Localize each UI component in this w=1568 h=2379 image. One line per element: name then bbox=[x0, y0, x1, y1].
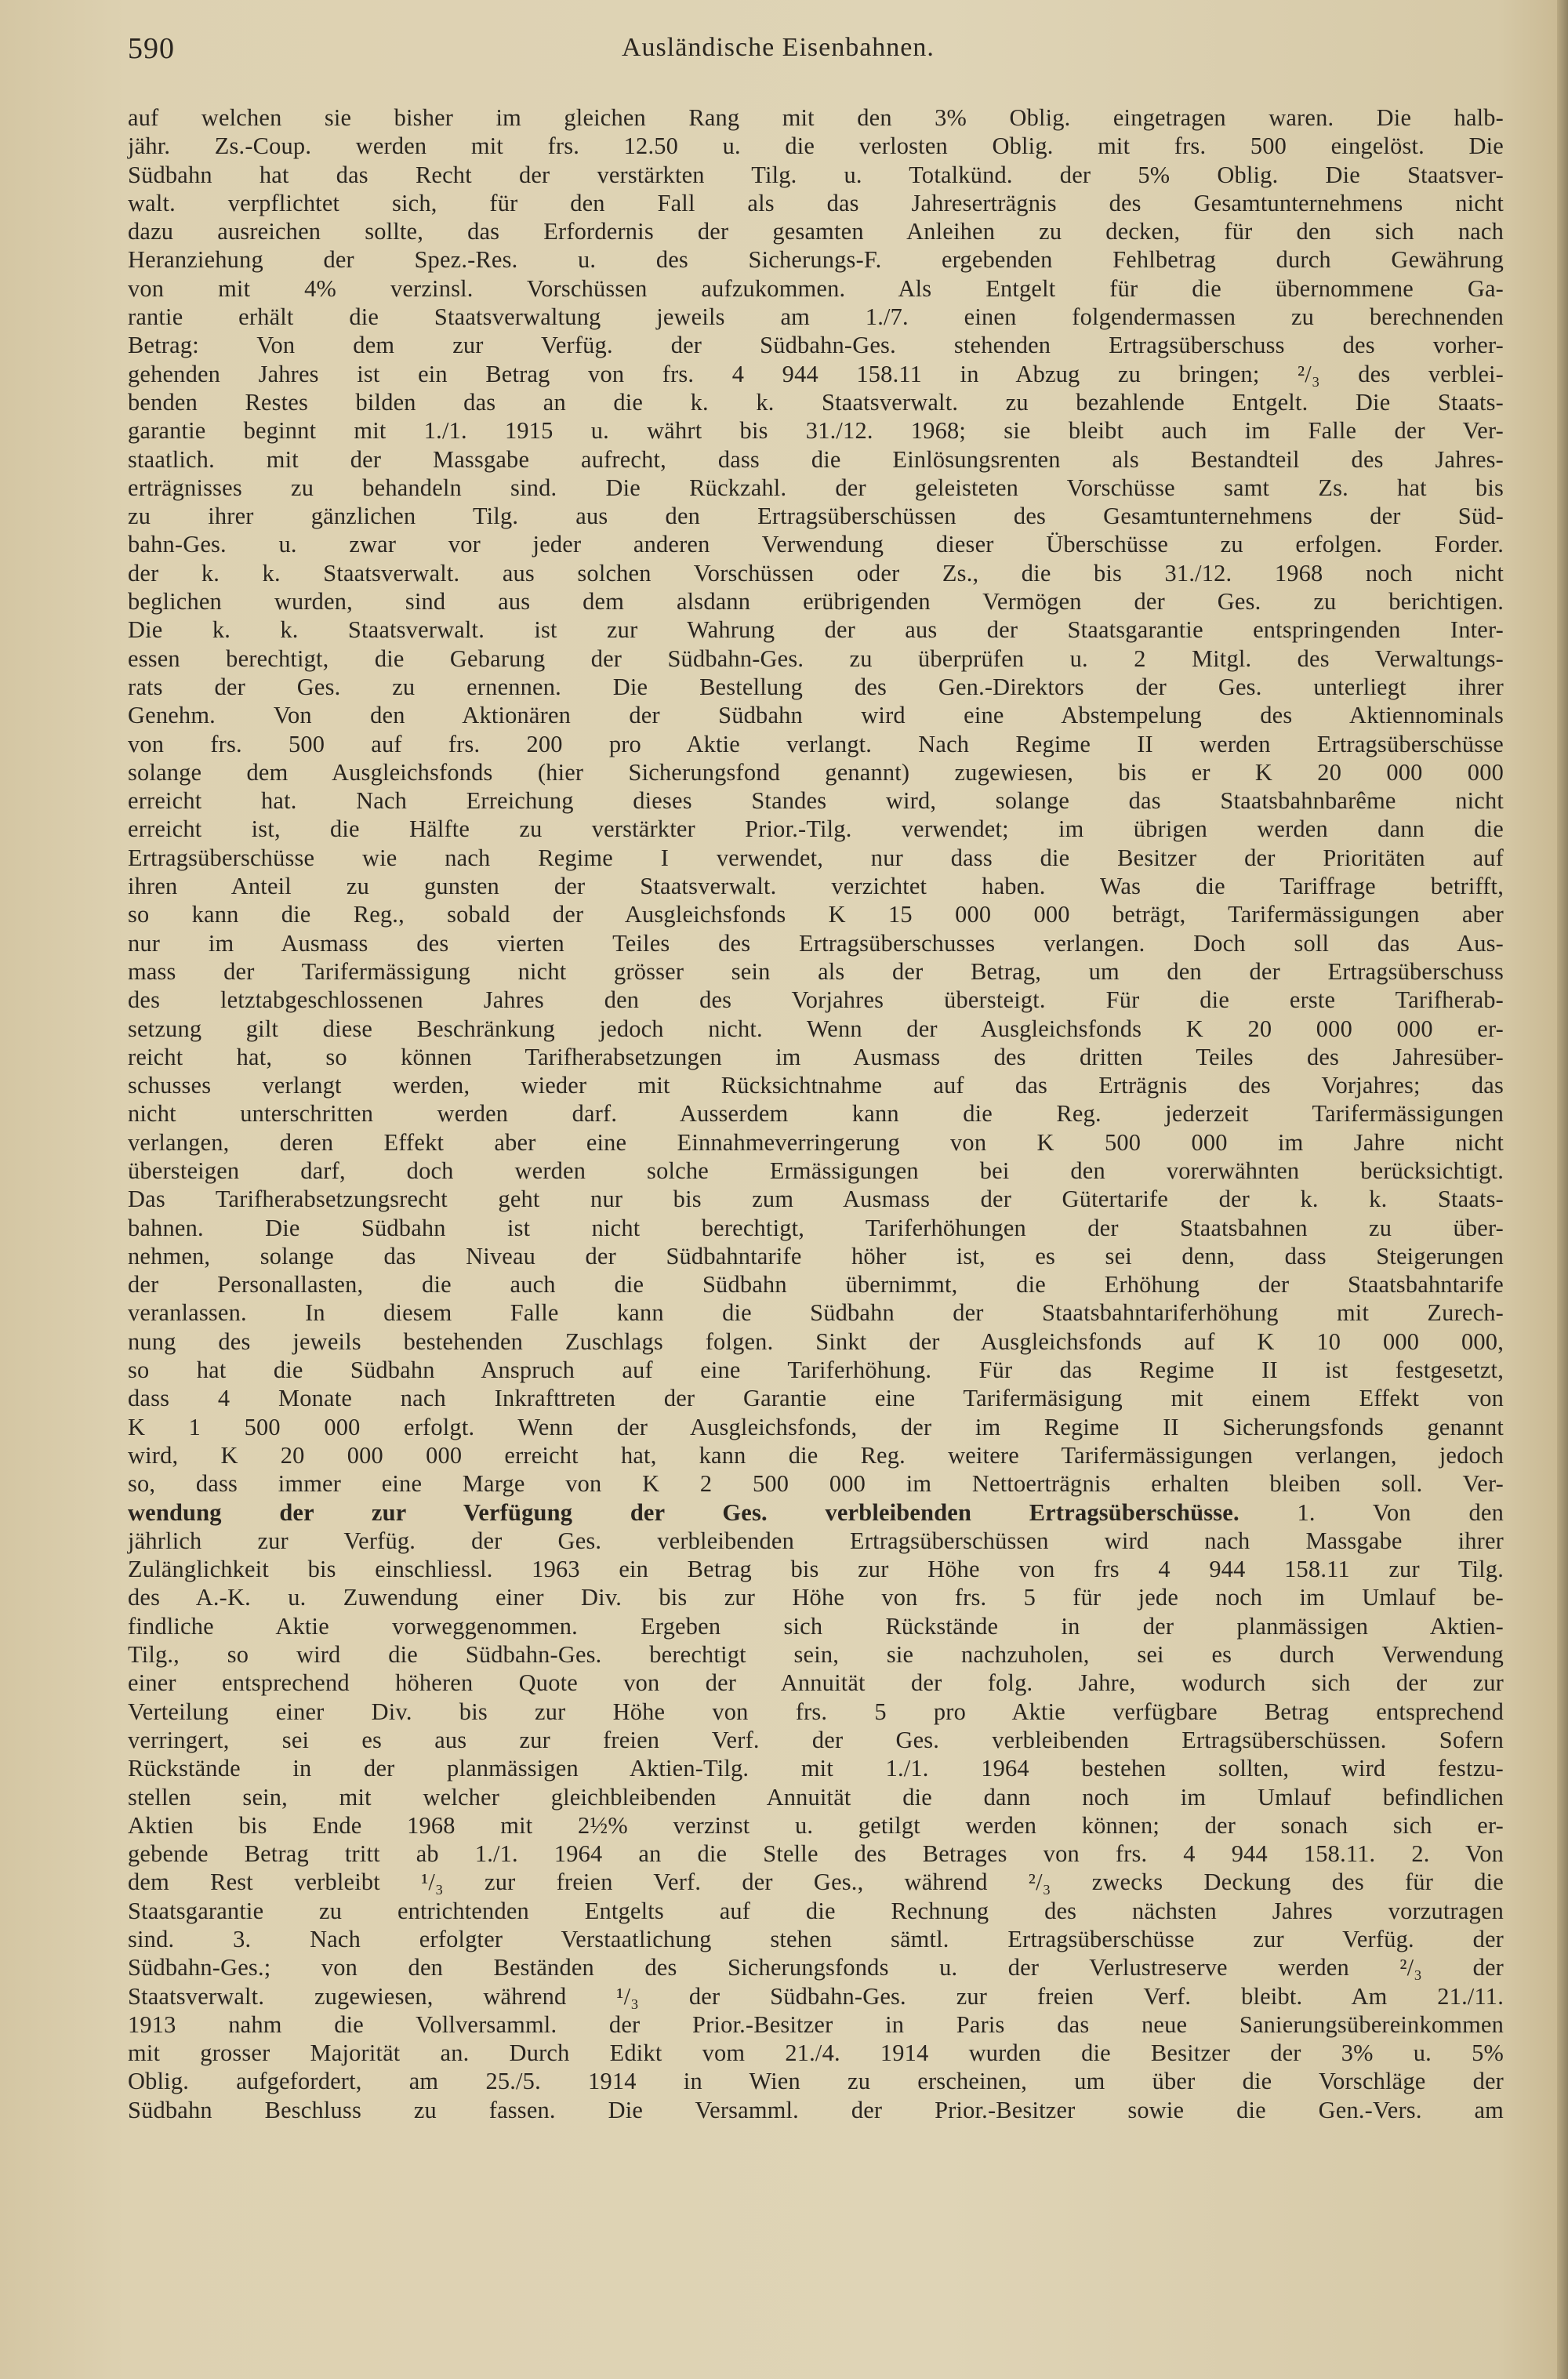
text-line: übersteigen darf, doch werden solche Ermässigungen bei den vorerwähnten berücksichtigt. bbox=[128, 1157, 1504, 1184]
text-line: 1913 nahm die Vollversamml. der Prior.-Besitzer in Paris das neue Sanierungsübereinkommen bbox=[128, 2010, 1504, 2038]
text-line: der k. k. Staatsverwalt. aus solchen Vorschüssen oder Zs., die bis 31./12. 1968 noch nicht bbox=[128, 559, 1504, 587]
text-line: so kann die Reg., sobald der Ausgleichsfonds K 15 000 000 beträgt, Tarifermässigungen aber bbox=[128, 901, 1504, 928]
text-line: dazu ausreichen sollte, das Erfordernis der gesamten Anleihen zu decken, für den sich nach bbox=[128, 218, 1504, 245]
text-line: der Personallasten, die auch die Südbahn übernimmt, die Erhöhung der Staatsbahntarife bbox=[128, 1271, 1504, 1298]
text-line: Tilg., so wird die Südbahn-Ges. berechtigt sein, sie nachzuholen, sei es durch Verwendung bbox=[128, 1641, 1504, 1669]
text-line: verlangen, deren Effekt aber eine Einnahmeverringerung von K 500 000 im Jahre nicht bbox=[128, 1128, 1504, 1156]
text-line: beglichen wurden, sind aus dem alsdann erübrigenden Vermögen der Ges. zu berichtigen. bbox=[128, 588, 1504, 616]
text-line: Betrag: Von dem zur Verfüg. der Südbahn-Ges. stehenden Ertragsüberschuss des vorher- bbox=[128, 332, 1504, 359]
page-number: 590 bbox=[128, 32, 175, 65]
text-line: nur im Ausmass des vierten Teiles des Ertragsüberschusses verlangen. Doch soll das Aus- bbox=[128, 929, 1504, 957]
text-line: K 1 500 000 erfolgt. Wenn der Ausgleichsfonds, der im Regime II Sicherungsfonds genannt bbox=[128, 1413, 1504, 1440]
text-line: jähr. Zs.-Coup. werden mit frs. 12.50 u. die verlosten Oblig. mit frs. 500 eingelöst. Die bbox=[128, 133, 1504, 160]
text-line: auf welchen sie bisher im gleichen Rang mit den 3% Oblig. eingetragen waren. Die halb- bbox=[128, 104, 1504, 131]
text-line: rats der Ges. zu ernennen. Die Bestellung des Gen.-Direktors der Ges. unterliegt ihrer bbox=[128, 673, 1504, 700]
text-line: setzung gilt diese Beschränkung jedoch nicht. Wenn der Ausgleichsfonds K 20 000 000 er- bbox=[128, 1015, 1504, 1042]
text-line: veranlassen. In diesem Falle kann die Südbahn der Staatsbahntariferhöhung mit Zurech- bbox=[128, 1299, 1504, 1327]
text-line: Staatsgarantie zu entrichtenden Entgelts auf die Rechnung des nächsten Jahres vorzutragen bbox=[128, 1897, 1504, 1924]
text-line: sind. 3. Nach erfolgter Verstaatlichung stehen sämtl. Ertragsüberschüsse zur Verfüg. der bbox=[128, 1926, 1504, 1952]
text-line: Aktien bis Ende 1968 mit 2½% verzinst u. getilgt werden können; der sonach sich er- bbox=[128, 1811, 1504, 1839]
text-line: Heranziehung der Spez.-Res. u. des Sicherungs-F. ergebenden Fehlbetrag durch Gewährung bbox=[128, 246, 1504, 274]
text-line: essen berechtigt, die Gebarung der Südbahn-Ges. zu überprüfen u. 2 Mitgl. des Verwaltungs- bbox=[128, 645, 1504, 672]
text-line: solange dem Ausgleichsfonds (hier Sicherungsfond genannt) zugewiesen, bis er K 20 000 000 bbox=[128, 758, 1504, 786]
text-line: Das Tarifherabsetzungsrecht geht nur bis zum Ausmass der Gütertarife der k. k. Staats- bbox=[128, 1186, 1504, 1213]
text-line: garantie beginnt mit 1./1. 1915 u. währt bis 31./12. 1968; sie bleibt auch im Falle der Ver- bbox=[128, 417, 1504, 445]
text-line: von frs. 500 auf frs. 200 pro Aktie verlangt. Nach Regime II werden Ertragsüberschüsse bbox=[128, 730, 1504, 757]
text-line: Rückstände in der planmässigen Aktien-Tilg. mit 1./1. 1964 bestehen sollten, wird festzu- bbox=[128, 1755, 1504, 1782]
text-line: Die k. k. Staatsverwalt. ist zur Wahrung der aus der Staatsgarantie entspringenden Inter- bbox=[128, 616, 1504, 644]
text-line: Genehm. Von den Aktionären der Südbahn wird eine Abstempelung des Aktiennominals bbox=[128, 702, 1504, 729]
text-line: von mit 4% verzinsl. Vorschüssen aufzukommen. Als Entgelt für die übernommene Ga- bbox=[128, 274, 1504, 302]
text-line: gehenden Jahres ist ein Betrag von frs. 4 944 158.11 in Abzug zu bringen; ²/₃ des verblei- bbox=[128, 360, 1504, 387]
text-line: Zulänglichkeit bis einschliessl. 1963 ein Betrag bis zur Höhe von frs 4 944 158.11 zur Tilg. bbox=[128, 1556, 1504, 1583]
text-line: nung des jeweils bestehenden Zuschlags folgen. Sinkt der Ausgleichsfonds auf K 10 000 000, bbox=[128, 1328, 1504, 1355]
running-title: Ausländische Eisenbahnen. bbox=[622, 33, 935, 62]
text-line: rantie erhält die Staatsverwaltung jeweils am 1./7. einen folgendermassen zu berechnenden bbox=[128, 303, 1504, 331]
text-line: nehmen, solange das Niveau der Südbahntarife höher ist, es sei denn, dass Steigerungen bbox=[128, 1242, 1504, 1269]
bold-heading: wendung der zur Verfügung der Ges. verbleibenden Ertragsüberschüsse. bbox=[128, 1498, 1240, 1526]
text-line: wendung der zur Verfügung der Ges. verbleibenden Ertragsüberschüsse. 1. Von den bbox=[128, 1498, 1504, 1526]
text-line: mass der Tarifermässigung nicht grösser sein als der Betrag, um den der Ertragsüberschuss bbox=[128, 957, 1504, 985]
text-line: erträgnisses zu behandeln sind. Die Rückzahl. der geleisteten Vorschüsse samt Zs. hat bis bbox=[128, 474, 1504, 501]
text-line: Südbahn hat das Recht der verstärkten Tilg. u. Totalkünd. der 5% Oblig. Die Staatsver- bbox=[128, 161, 1504, 188]
text-line: stellen sein, mit welcher gleichbleibenden Annuität die dann noch im Umlauf befindlichen bbox=[128, 1783, 1504, 1811]
text-line: zu ihrer gänzlichen Tilg. aus den Ertragsüberschüssen des Gesamtunternehmens der Süd- bbox=[128, 503, 1504, 530]
text-line: Ertragsüberschüsse wie nach Regime I verwendet, nur dass die Besitzer der Prioritäten auf bbox=[128, 844, 1504, 871]
text-line: so, dass immer eine Marge von K 2 500 000 im Nettoerträgnis erhalten bleiben soll. Ver- bbox=[128, 1470, 1504, 1498]
text-line: schusses verlangt werden, wieder mit Rücksichtnahme auf das Erträgnis des Vorjahres; das bbox=[128, 1072, 1504, 1099]
text-line: gebende Betrag tritt ab 1./1. 1964 an die Stelle des Betrages von frs. 4 944 158.11. 2. Von bbox=[128, 1840, 1504, 1868]
text-line: erreicht hat. Nach Erreichung dieses Standes wird, solange das Staatsbahnbarême nicht bbox=[128, 787, 1504, 815]
text-line: Südbahn Beschluss zu fassen. Die Versamml. der Prior.-Besitzer sowie die Gen.-Vers. am bbox=[128, 2096, 1504, 2123]
text-line: Verteilung einer Div. bis zur Höhe von frs. 5 pro Aktie verfügbare Betrag entsprechend bbox=[128, 1698, 1504, 1725]
text-line: staatlich. mit der Massgabe aufrecht, dass die Einlösungsrenten als Bestandteil des Jahres- bbox=[128, 445, 1504, 473]
text-line: mit grosser Majorität an. Durch Edikt vom 21./4. 1914 wurden die Besitzer der 3% u. 5% bbox=[128, 2039, 1504, 2067]
text-line: verringert, sei es aus zur freien Verf. der Ges. verbleibenden Ertragsüberschüssen. Sofern bbox=[128, 1726, 1504, 1753]
text-line: Südbahn-Ges.; von den Beständen des Sicherungsfonds u. der Verlustreserve werden ²/₃ der bbox=[128, 1954, 1504, 1981]
text-line: erreicht ist, die Hälfte zu verstärkter Prior.-Tilg. verwendet; im übrigen werden dann die bbox=[128, 815, 1504, 843]
page-edge bbox=[1557, 0, 1568, 2379]
text-line: jährlich zur Verfüg. der Ges. verbleibenden Ertragsüberschüssen wird nach Massgabe ihrer bbox=[128, 1527, 1504, 1554]
text-line: wird, K 20 000 000 erreicht hat, kann die Reg. weitere Tarifermässigungen verlangen, jedoch bbox=[128, 1441, 1504, 1469]
text-line: so hat die Südbahn Anspruch auf eine Tariferhöhung. Für das Regime II ist festgesetzt, bbox=[128, 1357, 1504, 1384]
text-line: des letztabgeschlossenen Jahres den des Vorjahres übersteigt. Für die erste Tarifherab- bbox=[128, 986, 1504, 1014]
text-line: dem Rest verbleibt ¹/₃ zur freien Verf. der Ges., während ²/₃ zwecks Deckung des für die bbox=[128, 1869, 1504, 1896]
text-line: dass 4 Monate nach Inkrafttreten der Garantie eine Tarifermäsigung mit einem Effekt von bbox=[128, 1385, 1504, 1412]
text-line: walt. verpflichtet sich, für den Fall als das Jahreserträgnis des Gesamtunternehmens nicht bbox=[128, 189, 1504, 216]
text-line: des A.-K. u. Zuwendung einer Div. bis zur Höhe von frs. 5 für jede noch im Umlauf be- bbox=[128, 1584, 1504, 1611]
text-line: bahnen. Die Südbahn ist nicht berechtigt, Tariferhöhungen der Staatsbahnen zu über- bbox=[128, 1214, 1504, 1241]
body-text bbox=[128, 104, 1504, 2124]
page-header bbox=[128, 31, 1508, 71]
text-line: ihren Anteil zu gunsten der Staatsverwalt. verzichtet haben. Was die Tariffrage betrifft, bbox=[128, 873, 1504, 900]
text-line: benden Restes bilden das an die k. k. Staatsverwalt. zu bezahlende Entgelt. Die Staats- bbox=[128, 388, 1504, 416]
text-line: nicht unterschritten werden darf. Ausserdem kann die Reg. jederzeit Tarifermässigungen bbox=[128, 1100, 1504, 1128]
text-line: einer entsprechend höheren Quote von der Annuität der folg. Jahre, wodurch sich der zur bbox=[128, 1669, 1504, 1697]
text-line: findliche Aktie vorweggenommen. Ergeben sich Rückstände in der planmässigen Aktien- bbox=[128, 1612, 1504, 1640]
text-line: Staatsverwalt. zugewiesen, während ¹/₃ der Südbahn-Ges. zur freien Verf. bleibt. Am 21./11. bbox=[128, 1982, 1504, 2010]
text-line: Oblig. aufgefordert, am 25./5. 1914 in Wien zu erscheinen, um über die Vorschläge der bbox=[128, 2068, 1504, 2095]
text-line: reicht hat, so können Tarifherabsetzungen im Ausmass des dritten Teiles des Jahresüber- bbox=[128, 1043, 1504, 1070]
text-line: bahn-Ges. u. zwar vor jeder anderen Verwendung dieser Überschüsse zu erfolgen. Forder. bbox=[128, 531, 1504, 558]
